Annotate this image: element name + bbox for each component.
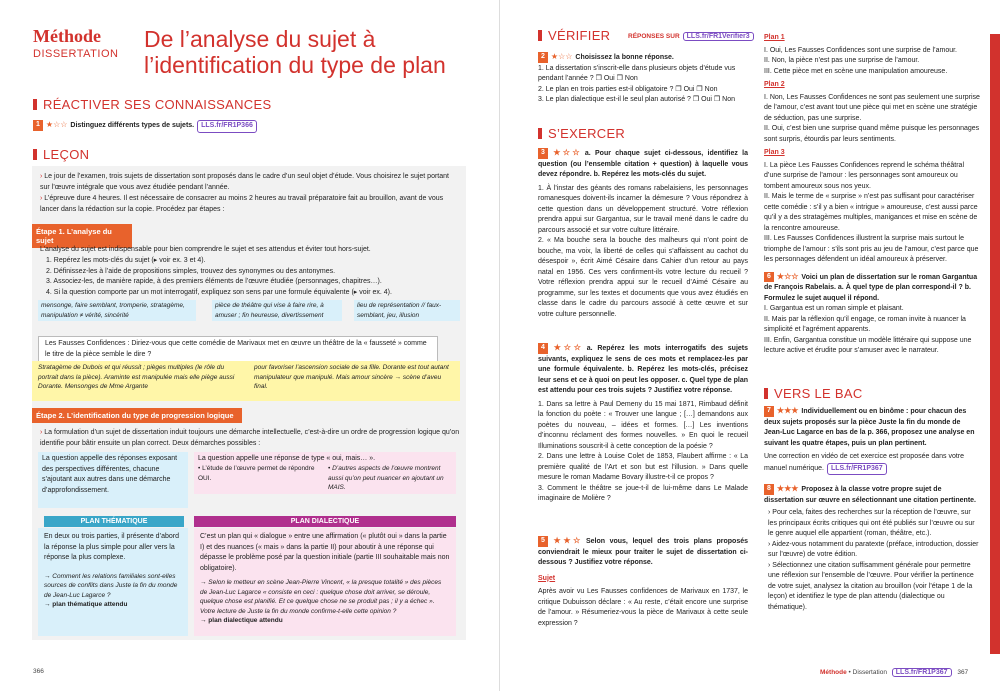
exercise-number: 5 [538,536,548,547]
ex4-subject-3: 3. Comment le théâtre se joue-t-il de lui-même dans Le Malade imaginaire de Molière ? [538,484,748,502]
footer-right: Méthode • Dissertation LLS.fr/FR1P367 367 [820,669,969,676]
ex4-title: a. Repérez les mots interrogatifs des sujets suivants, expliquez le sens de ces mots et remplacez-les par une formule équivalente. b. Repérez les mots-clés, précisez leur sens et ce à quoi on peut les opposer. c. Quel type de plan est attendu pour ces trois sujets ? Justifiez votre réponse. [538,345,749,394]
ex2-title: Choisissez la bonne réponse. [575,54,674,61]
reactiver-link[interactable]: LLS.fr/FR1P366 [197,120,257,133]
etape-1-label: Étape 1. L’analyse du sujet [32,224,132,248]
exercise-5 [538,536,748,629]
plan-thematique-box [38,528,188,636]
title-line-2: l’identification du type de plan [144,52,446,78]
footer-methode: Méthode [820,669,847,676]
etape-2-intro: › La formulation d’un sujet de dissertation induit toujours une démarche intellectuelle, c’est-à-dire un ordre de progression logique qu’on identifie pour bâtir ensuite un plan correct. Deux démarches possibles : [40,429,460,447]
ex8-item: › Sélectionnez une citation suffisamment générale pour permettre une réflexion sur l’ensemble de l’œuvre. Pour vérifier la pertinence de votre sujet, analysez la citation au brouillon (voir l’étape 1 de la leçon) et identifiez le type de plan attendu (dialectique ou thématique). [768,561,974,611]
plan-1-item: I. Oui, Les Fausses Confidences sont une surprise de l’amour. [764,46,957,54]
ex7-text: Une correction en vidéo de cet exercice est proposée dans votre manuel numérique. [764,453,965,472]
sujet-label: Sujet [538,574,556,582]
e1-item: 3. Associez-les, de manière rapide, à des premiers éléments de l’œuvre étudiée (personnages, chapitres…). [46,278,382,285]
plan-dialectique-box [194,528,456,636]
exercise-2 [538,52,748,106]
sujet-text: Après avoir vu Les Fausses confidences de Marivaux en 1737, le critique Dubuisson déclare : « Au reste, c’était encore une surprise de l’amour. » Résumeriez-vous la pièce de Marivaux à cette seule expression ? [538,588,748,627]
ex2-question: 3. Le plan dialectique est-il le seul plan autorisé ? ❒ Oui ❒ Non [538,96,735,103]
etape-2-label: Étape 2. L’identification du type de progression logique [32,408,242,423]
plan-3-item: I. La pièce Les Fausses Confidences reprend le schéma théâtral d’une surprise de l’amour : les personnages sont amoureux ou tombent amoureux sous nos yeux. [764,161,965,190]
analysis-left: Stratagème de Dubois et qui réussit ; pièges multiples (le rôle du portrait dans la pièce). Araminte est manipulée mais elle piège aussi Dorante. Mensonges de Mme Argante [38,364,235,390]
exercise-number: 7 [764,406,774,417]
etape-1-items [46,256,460,298]
page-number-left: 366 [33,668,44,675]
e1-item: 2. Définissez-les à l’aide de propositions simples, trouvez des synonymes ou des antonymes. [46,267,336,275]
plan-thematique-text: En deux ou trois parties, il présente d’abord la réponse la plus simple pour aller vers la réponse la plus complexe. [44,533,180,561]
plan-dialectique-expected: → plan dialectique attendu [200,617,283,624]
example-analysis-box [32,361,460,401]
intro1-text: Le jour de l’examen, trois sujets de dissertation sont proposés dans le cadre d’un seul objet d’étude. Vous choisirez le sujet portant sur l’œuvre intégrale que vous avez étudiée pendant l’année. [40,173,449,191]
reponses-label [628,32,754,41]
keyword-note-3: lieu de représentation // faux-semblant, jeu, illusion [354,300,460,321]
star-icon: ★☆☆ [550,148,582,157]
intro2-text: L’épreuve dure 4 heures. Il est nécessaire de consacrer au moins 2 heures au travail préparatoire fait au brouillon, avant de vous lancer dans la rédaction sur la copie. Procédez par étapes : [40,195,444,213]
ex8-title: Proposez à la classe votre propre sujet de dissertation sur œuvre en sélectionnant une citation pertinente. [764,486,976,504]
keyword-note-1: mensonge, faire semblant, tromperie, stratagème, manipulation ≠ vérité, sincérité [38,300,196,321]
ex3-subject-2: 2. « Ma bouche sera la bouche des malheurs qui n’ont point de bouche, ma voix, la liberté de celles qui s’affaissent au cachot du désespoir », écrit Aimé Césaire dans Cahier d’un retour au pays natal en 1956. Ces vers confirment-ils votre lecture du recueil ? Votre réflexion prendra appui sur le recueil d’Aimé Césaire au programme, sur les textes et documents que vous avez étudiés en classe dans le cadre du parcours associé à cette œuvre et sur votre culture personnelle. [538,237,748,318]
plan-dialectique-head: PLAN DIALECTIQUE [194,516,456,527]
lecon-heading: LEÇON [33,147,89,162]
footer-link[interactable]: LLS.fr/FR1P367 [892,668,952,677]
plan-3-label: Plan 3 [764,149,785,156]
plan-3-item: III. Les Fausses Confidences illustrent la surprise mais surtout le triomphe de l’amour : s’ils sont pris au jeu de l’amour, c’est parce que les personnages défendent un idéal amoureux à préserver. [764,235,979,263]
ex6-item: III. Enfin, Gargantua constitue un modèle littéraire qui suppose une lecture active et érudite pour s’amuser avec le narrateur. [764,336,972,354]
plan-2-item: II. Oui, c’est bien une surprise quand même puisque les personnages sont surpris, étourdis par leurs sentiments. [764,125,980,143]
plan-thematique-head: PLAN THÉMATIQUE [44,516,184,527]
exercise-6 [764,272,980,305]
plan-2-label: Plan 2 [764,81,785,88]
ex3-subject-1: 1. À l’instar des géants des romans rabelaisiens, les personnages romanesques doivent-ils incarner la démesure ? Vous répondrez à cette question dans un développement structuré. Votre réflexion prendra appui sur Gargantua, sur le travail mené dans le cadre du parcours associé et sur votre culture littéraire. [538,184,748,234]
e1-item: 1. Repérez les mots-clés du sujet (▸ voir ex. 3 et 4). [46,257,206,264]
star-icon: ★★★ [776,406,799,415]
ex5-title: Selon vous, lequel des trois plans proposés conviendrait le mieux pour traiter le sujet de dissertation ci-dessous ? Justifiez votre réponse. [538,538,748,566]
ex2-question: 2. Le plan en trois parties est-il obligatoire ? ❒ Oui ❒ Non [538,85,718,93]
reactiver-text: Distinguez différents types de sujets. [70,122,195,129]
reponses-text: RÉPONSES SUR [628,33,680,40]
plan-1-item: III. Cette pièce met en scène une manipulation amoureuse. [764,67,948,75]
example-subject: Les Fausses Confidences : Diriez-vous que cette comédie de Marivaux met en œuvre un théâtre de la « fausseté » comme le titre de la pièce semble le dire ? [38,336,438,363]
star-icon: ★★☆ [550,536,583,545]
star-icon: ★☆☆ [550,343,584,352]
ex3-title: a. Pour chaque sujet ci-dessous, identifiez la question (ou l’ensemble citation + question) à laquelle vous devez répondre. b. Repérez les mots-clés du sujet. [538,150,748,178]
ex6-title: Voici un plan de dissertation sur le roman Gargantua de François Rabelais. a. À quel type de plan correspond-il ? b. Formulez le sujet auquel il répond. [764,273,978,302]
title-line-1: De l’analyse du sujet à [144,26,376,52]
ex6-item: I. Gargantua est un roman simple et plaisant. [764,305,904,312]
exercise-4 [538,343,748,505]
exercise-number: 1 [33,120,43,131]
plan-dialectique-text: C’est un plan qui « dialogue » entre une affirmation (« plutôt oui » dans la partie I) et des nuances (« mais » dans la partie II) pour aboutir à une réponse qui dépasse le problème posé par la question initiale (partie III souhaitable mais non obligatoire). [200,533,450,572]
thematic-question-box: La question appelle des réponses exposant des perspectives différentes, chacune s’ajoutant aux autres dans une démarche d’approfondissement. [38,452,188,508]
ex6-item: II. Mais par la réflexion qu’il engage, ce roman invite à nuancer la simplicité et l’agrément apparents. [764,315,966,333]
dialectic-question-box [194,452,456,494]
star-icon: ★☆☆ [776,271,799,281]
exercise-number: 6 [764,272,774,283]
ex8-item: › Pour cela, faites des recherches sur la réception de l’œuvre, sur les principaux écrits critiques qui ont été publiés sur l’œuvre ou sur le genre auquel elle appartient (roman, théâtre, etc.). [768,509,975,537]
page-title [144,26,484,78]
reactiver-heading: RÉACTIVER SES CONNAISSANCES [33,97,271,112]
dialectic-bullet-1: • L’étude de l’œuvre permet de répondre OUI. [198,465,315,482]
exercer-heading: S’EXERCER [538,126,625,141]
exercise-number: 2 [538,52,548,63]
dialectic-question-head: La question appelle une réponse de type « oui, mais… ». [198,455,376,462]
ex8-item: › Aidez-vous notamment du paratexte (préface, introduction, dossier sur l’œuvre) de votre édition. [768,540,979,558]
plan-thematique-expected: → plan thématique attendu [44,601,128,608]
dialectic-bullet-2: • D’autres aspects de l’œuvre montrent aussi qu’on peut nuancer en ajoutant un MAIS. [328,465,444,491]
verifier-link[interactable]: LLS.fr/FR1Verifier3 [683,32,754,41]
e1-item: 4. Si la question comporte par un mot interrogatif, expliquez son sens par une formule équivalente (▸ voir ex. 4). [46,288,392,296]
plan-3-item: II. Mais le terme de « surprise » n’est pas suffisant pour caractériser cette comédie : s’il y a bien « intrigue » amoureuse, c’est aussi parce qu’il y a des stratagèmes multiples, manigances et mise en scène de la rencontre amoureuse. [764,193,978,232]
e2-intro-text: La formulation d’un sujet de dissertation induit toujours une démarche intellectuelle, c’est-à-dire un ordre de progression logique qu’on identifie pour bâtir ensuite un plan correct. Deux démarches possibles : [40,429,460,447]
exercise-number: 3 [538,148,548,159]
plan-2-item: I. Non, Les Fausses Confidences ne sont pas seulement une surprise de l’amour, c’est avant tout une pièce qui met en scène une stratégie de séduction, pas une surprise. [764,93,980,122]
vers-le-bac-heading: VERS LE BAC [764,386,863,401]
star-icon: ★★★ [776,484,799,493]
verifier-heading: VÉRIFIER [538,28,610,43]
plan-thematique-example: → Comment les relations familiales sont-elles sources de conflits dans Juste la fin du monde de Jean-Luc Lagarce ? [44,572,178,599]
ex7-title: Individuellement ou en binôme : pour chacun des deux sujets proposés sur la pièce Juste la fin du monde de Jean-Luc Lagarce en bas de la p. 366, proposez une analyse en suivant les quatre étapes, puis un plan pertinent. [764,408,975,447]
ex2-question: 1. La dissertation s’inscrit-elle dans plusieurs objets d’étude vus pendant l’année ? ❒ Oui ❒ Non [538,64,736,82]
plan-dialectique-example: → Selon le metteur en scène Jean-Pierre Vincent, « la presque totalité » des pièces de Jean-Luc Lagarce « consiste en ceci : quelque chose doit arriver, se déroule, quelque chose est planifié. Et ce quelque chose ne se produit pas ; il y a échec ». Votre lecture de Juste la fin du monde confirme-t-elle cette opinion ? [200,579,442,615]
exercise-number: 4 [538,343,548,354]
lesson-box [32,166,466,640]
exercise-number: 8 [764,484,774,495]
lesson-intro-2: › L’épreuve dure 4 heures. Il est nécessaire de consacrer au moins 2 heures au travail préparatoire fait au brouillon, avant de vous lancer dans la rédaction sur la copie. Procédez par étapes : [40,195,444,213]
exercise-3 [538,148,748,320]
dissertation-label: DISSERTATION [33,48,119,60]
etape-1-intro: L’analyse du sujet est indispensable pour bien comprendre le sujet et ses attendus et éviter tout hors-sujet. [40,246,371,253]
analysis-right: pour favoriser l’ascension sociale de sa fille. Dorante est tout autant manipulateur que manipulé. Mais amour sincère → scène d’aveu final. [254,364,449,390]
footer-dissertation: Dissertation [852,669,887,676]
exercise-8 [764,484,980,613]
page-number-right: 367 [957,669,969,676]
ex4-subject-2: 2. Dans une lettre à Louise Colet de 1853, Flaubert affirme : « La première qualité de l’Art et son but est l’illusion. » Dans quelle mesure le roman Madame Bovary illustre-t-il ce propos ? [538,453,748,481]
method-label: Méthode [33,26,101,46]
star-icon: ★☆☆ [45,120,68,129]
lesson-intro-1: › Le jour de l’examen, trois sujets de dissertation sont proposés dans le cadre d’un seul objet d’étude. Vous choisirez le sujet portant sur l’œuvre intégrale que vous avez étudiée pendant l’année. [40,173,449,191]
ex7-link[interactable]: LLS.fr/FR1P367 [827,463,887,476]
plan-1-item: II. Non, la pièce n’est pas une surprise de l’amour. [764,57,920,64]
exercise-7 [764,406,980,475]
edge-tab [990,34,1000,654]
reactiver-exercise [33,120,463,133]
plan-1-label: Plan 1 [764,34,785,41]
ex4-subject-1: 1. Dans sa lettre à Paul Demeny du 15 mai 1871, Rimbaud définit la fonction du poète : « Trouver une langue ; […] demandons aux poètes du nouveau, – idées et formes. […] Les inventions d’inconnu réclament des formes nouvelles. » En quoi le recueil Illuminations souscrit-il à cette conception de la poésie ? [538,400,748,450]
star-icon: ★☆☆ [550,52,573,61]
plans-column [764,30,980,357]
keyword-note-2: pièce de théâtre qui vise à faire rire, à amuser ; fin heureuse, divertissement [212,300,342,321]
